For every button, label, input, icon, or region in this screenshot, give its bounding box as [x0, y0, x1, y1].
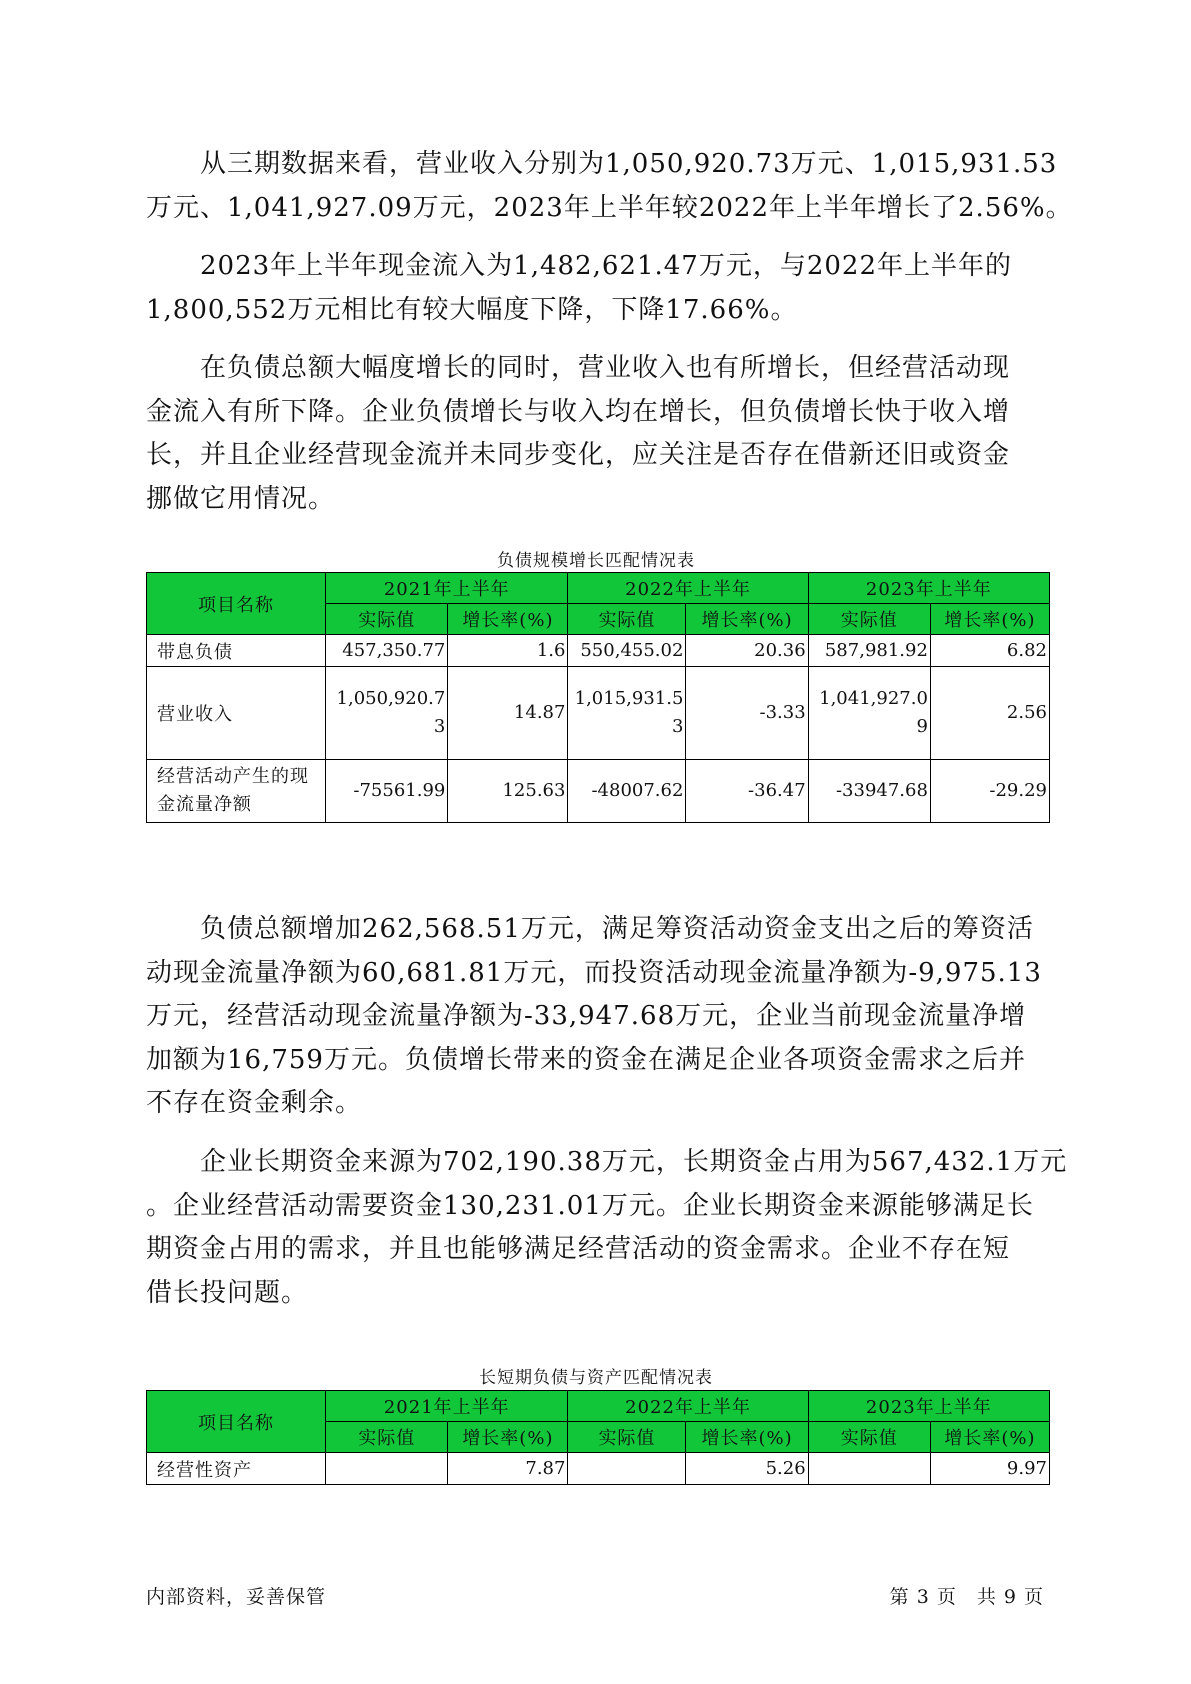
cell-value: -48007.62: [568, 760, 686, 823]
cell-value: 6.82: [930, 635, 1049, 667]
period-header: 2021年上半年: [326, 573, 568, 604]
actual-value-header: 实际值: [808, 1422, 930, 1453]
paragraph-line: 期资金占用的需求，并且也能够满足经营活动的资金需求。企业不存在短: [146, 1234, 1011, 1264]
cell-value: 457,350.77: [326, 635, 448, 667]
actual-value-header: 实际值: [808, 604, 930, 635]
cell-value: 5.26: [686, 1453, 808, 1485]
cell-value: 2.56: [930, 667, 1049, 760]
cell-value: -33947.68: [808, 760, 930, 823]
footer-confidential-note: 内部资料，妥善保管: [146, 1586, 327, 1608]
actual-value-header: 实际值: [326, 1422, 448, 1453]
item-name-header: 项目名称: [147, 1391, 326, 1453]
period-header: 2023年上半年: [808, 573, 1049, 604]
cell-value: 7.87: [448, 1453, 568, 1485]
paragraph-line: 1,800,552万元相比有较大幅度下降，下降17.66%。: [146, 294, 798, 325]
paragraph-line: 长，并且企业经营现金流并未同步变化，应关注是否存在借新还旧或资金: [146, 440, 1011, 470]
paragraph-line: 万元，经营活动现金流量净额为-33,947.68万元，企业当前现金流量净增: [146, 1001, 1027, 1031]
cell-value: 20.36: [686, 635, 808, 667]
table1-caption: 负债规模增长匹配情况表: [497, 551, 695, 571]
cell-value: 14.87: [448, 667, 568, 760]
paragraph-revenue: [146, 143, 1073, 230]
paragraph-line: 动现金流量净额为60,681.81万元，而投资活动现金流量净额为-9,975.13: [146, 957, 1042, 988]
paragraph-line: 在负债总额大幅度增长的同时，营业收入也有所增长，但经营活动现: [146, 353, 1011, 383]
row-label: 营业收入: [147, 667, 326, 760]
growth-rate-header: 增长率(%): [448, 604, 568, 635]
table2-caption: 长短期负债与资产匹配情况表: [479, 1368, 713, 1388]
paragraph-line: 不存在资金剩余。: [146, 1088, 363, 1118]
paragraph-line: 从三期数据来看，营业收入分别为1,050,920.73万元、1,015,931.53: [146, 149, 1058, 179]
paragraph-line: 。企业经营活动需要资金130,231.01万元。企业长期资金来源能够满足长: [146, 1190, 1034, 1221]
cell-value: [568, 1453, 686, 1485]
table-row: [147, 1453, 1050, 1485]
period-header: 2022年上半年: [568, 573, 808, 604]
cell-value: -29.29: [930, 760, 1049, 823]
cell-value: 125.63: [448, 760, 568, 823]
cell-value: 1,041,927.09: [808, 667, 930, 760]
period-header: 2022年上半年: [568, 1391, 808, 1422]
footer-page-number: 第 3 页 共 9 页: [889, 1586, 1044, 1608]
paragraph-debt-growth: [146, 347, 1046, 521]
cell-value: 1,015,931.53: [568, 667, 686, 760]
growth-rate-header: 增长率(%): [686, 1422, 808, 1453]
paragraph-line: 加额为16,759万元。负债增长带来的资金在满足企业各项资金需求之后并: [146, 1044, 1026, 1075]
actual-value-header: 实际值: [326, 604, 448, 635]
table-row: [147, 667, 1050, 760]
table-row: [147, 635, 1050, 667]
growth-rate-header: 增长率(%): [448, 1422, 568, 1453]
debt-asset-match-table: [146, 1390, 1050, 1485]
paragraph-debt-increase: [146, 908, 1046, 1126]
cell-value: [808, 1453, 930, 1485]
paragraph-line: 借长投问题。: [146, 1277, 309, 1308]
cell-value: 9.97: [930, 1453, 1049, 1485]
cell-value: -36.47: [686, 760, 808, 823]
paragraph-line: 负债总额增加262,568.51万元，满足筹资活动资金支出之后的筹资活: [146, 914, 1034, 944]
cell-value: 1,050,920.73: [326, 667, 448, 760]
paragraph-long-term-funds: [146, 1141, 1068, 1315]
cell-value: 550,455.02: [568, 635, 686, 667]
paragraph-line: 金流入有所下降。企业负债增长与收入均在增长，但负债增长快于收入增: [146, 396, 1011, 427]
actual-value-header: 实际值: [568, 604, 686, 635]
cell-value: -75561.99: [326, 760, 448, 823]
actual-value-header: 实际值: [568, 1422, 686, 1453]
period-header: 2023年上半年: [808, 1391, 1049, 1422]
debt-scale-table: [146, 572, 1050, 823]
growth-rate-header: 增长率(%): [930, 604, 1049, 635]
paragraph-line: 2023年上半年现金流入为1,482,621.47万元，与2022年上半年的: [146, 251, 1013, 281]
row-label: 经营活动产生的现金流量净额: [147, 760, 326, 823]
cell-value: 587,981.92: [808, 635, 930, 667]
growth-rate-header: 增长率(%): [930, 1422, 1049, 1453]
cell-value: [326, 1453, 448, 1485]
growth-rate-header: 增长率(%): [686, 604, 808, 635]
period-header: 2021年上半年: [326, 1391, 568, 1422]
paragraph-cash-inflow: [146, 245, 1046, 332]
table-row: [147, 760, 1050, 823]
row-label: 经营性资产: [147, 1453, 326, 1485]
paragraph-line: 万元、1,041,927.09万元，2023年上半年较2022年上半年增长了2.56%。: [146, 192, 1073, 223]
paragraph-line: 企业长期资金来源为702,190.38万元，长期资金占用为567,432.1万元: [146, 1147, 1068, 1177]
row-label: 带息负债: [147, 635, 326, 667]
cell-value: -3.33: [686, 667, 808, 760]
cell-value: 1.6: [448, 635, 568, 667]
paragraph-line: 挪做它用情况。: [146, 483, 336, 514]
item-name-header: 项目名称: [147, 573, 326, 635]
